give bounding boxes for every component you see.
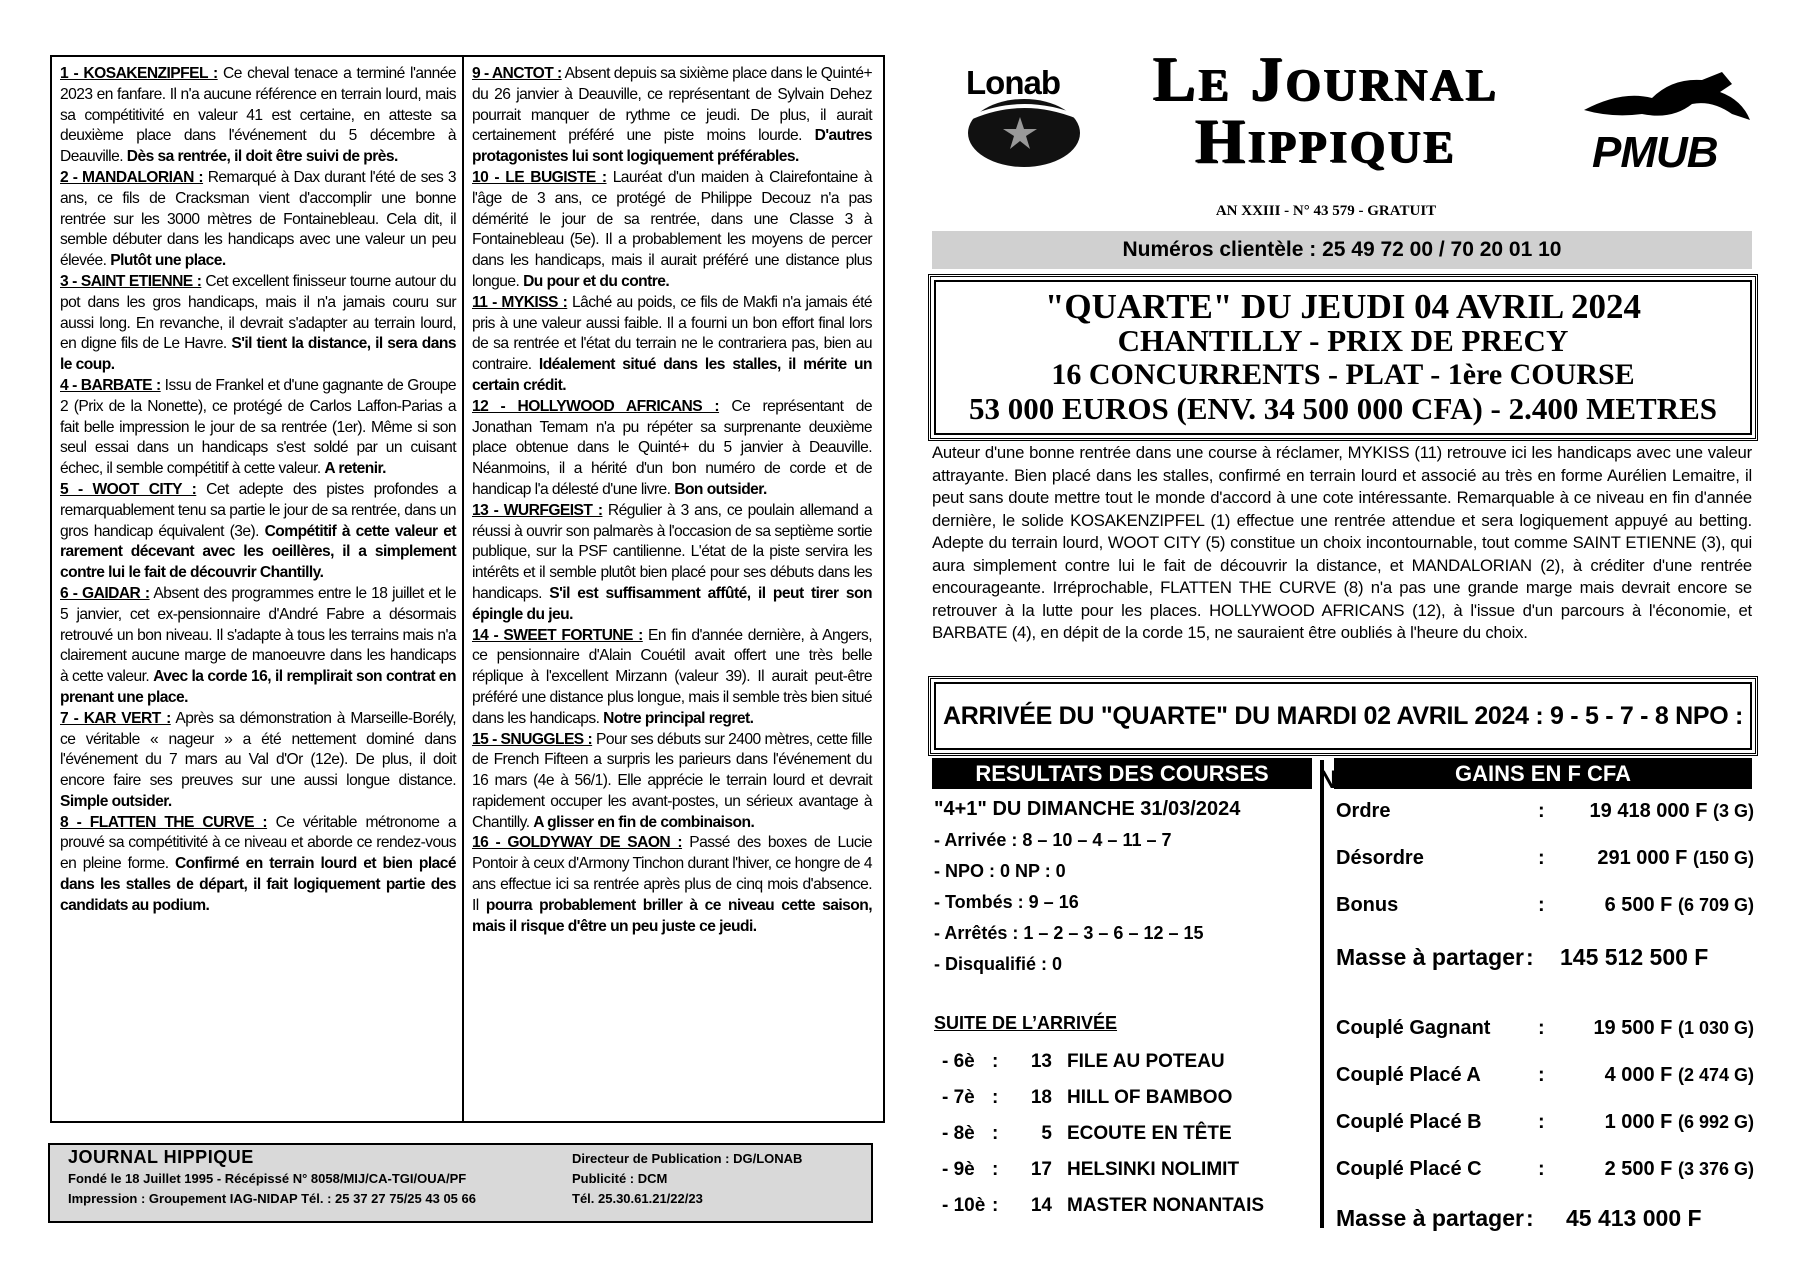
race-title: "QUARTE" DU JEUDI 04 AVRIL 2024 bbox=[1044, 287, 1642, 326]
journal-title-line-2: Hippique bbox=[1195, 105, 1457, 176]
entry-11: 11 - MYKISS : Lâché au poids, ce fils de Makfi n'a jamais été pris à une valeur aussi faible. Il a fourni un bon effort final lors de sa rentrée et l'état du terrain ne le contrariera pas, bien au contraire. Idéalement situé dans les stalles, il mérite un certain crédit. bbox=[472, 293, 872, 394]
entry-5: 5 - WOOT CITY : Cet adepte des pistes profondes a remarquablement tenu sa partie le jour de sa rentrée, dans un gros handicap équivalent (3e). Compétitif à cette valeur et rarement décevant avec les oeillères, il a simplement contre lui le fait de découvrir Chantilly. bbox=[60, 480, 456, 582]
suite-row: - 7è : 18 HILL OF BAMBOO bbox=[942, 1087, 1233, 1108]
journal-title-line-1: Le Journal bbox=[1153, 43, 1499, 114]
previous-arrival: ARRIVÉE DU "QUARTE" DU MARDI 02 AVRIL 2024 : 9 - 5 - 7 - 8 NPO : bbox=[934, 682, 1752, 750]
race-venue: CHANTILLY - PRIX DE PRECY bbox=[1117, 323, 1569, 358]
entry-3: 3 - SAINT ETIENNE : Cet excellent finisseur tourne autour du pot dans les gros handicaps, mais il n'a jamais couru sur aussi long. En revanche, il devrait s'adapter au terrain lourd, en digne fils de Le Havre. S'il tient la distance, il sera dans le coup. bbox=[60, 272, 456, 374]
results-line: - Arrêtés : 1 – 2 – 3 – 6 – 12 – 15 bbox=[934, 923, 1204, 943]
entry-9: 9 - ANCTOT : Absent depuis sa sixième place dans le Quinté+ du 26 janvier à Deauville, ce représentant de Sylvain Dehez pourrait manquer de rythme ce jeudi. De plus, il aurait certainement préféré une piste moins lourde. D'autres protagonistes lui sont logiquement préférables. bbox=[472, 65, 873, 166]
publication-footer bbox=[48, 1143, 873, 1223]
pmub-horse-icon bbox=[1582, 70, 1752, 130]
footer-phone: Tél. 25.30.61.21/22/23 bbox=[572, 1191, 703, 1206]
predictions-column-2 bbox=[472, 64, 872, 937]
entry-6: 6 - GAIDAR : Absent des programmes entre le 18 juillet et le 5 janvier, cet ex-pensionnaire d'André Fabre a désormais retrouvé un bon niveau. Il s'adapte à tous les terrains mais n'a clairement aucune marge de manoeuvre dans les handicaps à cette valeur. Avec la corde 16, il remplirait son contrat en prenant une place. bbox=[60, 584, 456, 706]
results-header: RESULTATS DES COURSES bbox=[932, 758, 1312, 789]
entry-7: 7 - KAR VERT : Après sa démonstration à Marseille-Borély, ce véritable « nageur » a été nettement dominé dans l'événement du 7 mars au Val d'Or (12e). De plus, il doit encore faire ses preuves sur une aussi longue distance. Simple outsider. bbox=[60, 709, 457, 810]
footer-printing: Impression : Groupement IAG-NIDAP Tél. : 25 37 27 75/25 43 05 66 bbox=[68, 1191, 476, 1206]
entry-15: 15 - SNUGGLES : Pour ses débuts sur 2400 mètres, cette fille de French Fifteen a surpris les parieurs dans l'événement du 16 mars (4e à 56/1). Elle apprécie le terrain lourd et devrait rapidement occuper les avant-postes, un sérieux avantage à Chantilly. A glisser en fin de combinaison. bbox=[472, 730, 872, 831]
suite-row: - 6è : 13 FILE AU POTEAU bbox=[942, 1051, 1225, 1072]
suite-row: - 8è : 5 ECOUTE EN TÊTE bbox=[942, 1123, 1232, 1144]
entry-14: 14 - SWEET FORTUNE : En fin d'année dernière, à Angers, ce pensionnaire d'Alain Couétil avait offert une très belle réplique à l'excellent Mirzann (valeur 39). Il aurait peut-être préféré une distance plus longue, mais il semble très bien situé dans les handicaps. Notre principal regret. bbox=[472, 626, 872, 727]
race-info-box bbox=[934, 280, 1752, 435]
footer-advertising: Publicité : DCM bbox=[572, 1171, 668, 1186]
customer-numbers: Numéros clientèle : 25 49 72 00 / 70 20 01 10 bbox=[932, 231, 1752, 269]
lonab-wordmark: Lonab bbox=[966, 64, 1060, 101]
entry-8: 8 - FLATTEN THE CURVE : Ce véritable métronome a prouvé sa compétitivité à ce niveau et aborde ce rendez-vous en pleine forme. Confirmé en terrain lourd et bien placé dans les stalles de départ, il fait logiquement partie des candidats au podium. bbox=[60, 813, 456, 914]
race-details: 16 CONCURRENTS - PLAT - 1ère COURSE bbox=[1051, 358, 1635, 391]
column-divider bbox=[462, 55, 464, 1123]
gains-header: GAINS EN F CFA bbox=[1334, 758, 1752, 789]
footer-title: JOURNAL HIPPIQUE bbox=[68, 1147, 254, 1167]
footer-founded: Fondé le 18 Juillet 1995 - Récépissé N° 8058/MIJ/CA-TGI/OUA/PF bbox=[68, 1171, 467, 1186]
race-analysis: Auteur d'une bonne rentrée dans une course à réclamer, MYKISS (11) retrouve ici les handicaps avec une valeur attrayante. Bien placé dans les stalles, confirmé en terrain lourd et associé au très en forme Aurélien Lemaitre, il peut sans doute mettre tout le monde d'accord à une cote intéressante. Remarquable à ce niveau en fin d'année dernière, le solide KOSAKENZIPFEL (1) effectue une rentrée attendue et sera logiquement appuyé au betting. Adepte du terrain lourd, WOOT CITY (5) constitue un choix incontournable, tout comme SAINT ETIENNE (3), qui aura simplement contre lui le fait de découvrir la distance, et MANDALORIAN (2), à créditer d'une rentrée encourageante. Irréprochable, FLATTEN THE CURVE (8) n'a pas une grande marge mais devrait encore se retrouver à la lutte pour les places. HOLLYWOOD AFRICANS (12), à l'issue d'un parcours à l'économie, et BARBATE (4), en dépit de la corde 15, ne sauraient être oubliés à l'heure du choix. bbox=[932, 443, 1752, 642]
entry-2: 2 - MANDALORIAN : Remarqué à Dax durant l'été de ses 3 ans, ce fils de Cracksman vient d'accomplir une bonne rentrée sur les 3000 mètres de Fontainebleau. Cela dit, il semble débuter dans les handicaps avec une valeur un peu élevée. Plutôt une place. bbox=[60, 168, 456, 270]
results-divider bbox=[1320, 760, 1324, 1228]
entry-16: 16 - GOLDYWAY DE SAON : Passé des boxes de Lucie Pontoir à ceux d'Armony Tinchon durant l'hiver, ce hongre de 4 ans effectue ici sa rentrée après plus de cinq mois d'absence. Il pourra probablement briller à ce niveau cette saison, mais il risque d'être un peu juste ce jeudi. bbox=[472, 834, 872, 935]
predictions-column-1 bbox=[60, 64, 456, 917]
entry-4: 4 - BARBATE : Issu de Frankel et d'une gagnante de Groupe 2 (Prix de la Nonette), ce protégé de Carlos Laffon-Parias a fait belle impression le jour de sa rentrée (1er). Même si son seul essai dans un handicaps s'est soldé par un cuisant échec, il semble compétitif à cette valeur. A retenir. bbox=[60, 376, 456, 478]
results-line: - Tombés : 9 – 16 bbox=[934, 892, 1079, 912]
results-line: - NPO : 0 NP : 0 bbox=[934, 861, 1066, 881]
footer-director: Directeur de Publication : DG/LONAB bbox=[572, 1151, 803, 1166]
entry-10: 10 - LE BUGISTE : Lauréat d'un maiden à Clairefontaine à l'âge de 3 ans, ce protégé de Philippe Decouz n'a pas démérité le jour de sa rentrée, dans une Classe 3 à Fontainebleau (5e). Il a probablement les moyens de percer dans les handicaps, mais il aurait préféré une distance plus longue. Du pour et du contre. bbox=[472, 168, 872, 290]
results-line: - Arrivée : 8 – 10 – 4 – 11 – 7 bbox=[934, 830, 1172, 850]
journal-title bbox=[1096, 43, 1556, 176]
issue-number: AN XXIII - N° 43 579 - GRATUIT bbox=[1215, 203, 1437, 219]
race-purse: 53 000 EUROS (ENV. 34 500 000 CFA) - 2.400 METRES bbox=[968, 391, 1718, 426]
suite-title: SUITE DE L’ARRIVÉE bbox=[934, 1013, 1118, 1033]
results-line: - Disqualifié : 0 bbox=[934, 954, 1063, 974]
entry-12: 12 - HOLLYWOOD AFRICANS : Ce représentant de Jonathan Temam n'a pu répéter sa surprenante deuxième place obtenue dans le Quinté+ du 5 janvier à Deauville. Néanmoins, il a hérité d'un bon numéro de corde et de handicap l'a délesté d'une livre. Bon outsider. bbox=[472, 397, 872, 498]
entry-13: 13 - WURFGEIST : Régulier à 3 ans, ce poulain allemand a réussi à ouvrir son palmarès à l'occasion de sa septième sortie publique, sur la PSF cantilienne. L'état de la piste servira les intérêts et il semble plutôt bien placé pour ses débuts dans les handicaps. S'il est suffisamment affûté, il peut tirer son épingle du jeu. bbox=[472, 501, 872, 623]
pmub-wordmark: PMUB bbox=[1592, 128, 1718, 177]
suite-row: - 9è : 17 HELSINKI NOLIMIT bbox=[942, 1159, 1240, 1180]
suite-row: - 10è : 14 MASTER NONANTAIS bbox=[942, 1195, 1265, 1216]
results-race-title: "4+1" DU DIMANCHE 31/03/2024 bbox=[934, 798, 1241, 820]
entry-1: 1 - KOSAKENZIPFEL : Ce cheval tenace a terminé l'année 2023 en fanfare. Il n'a aucune référence en terrain lourd, mais sa compétitivité en valeur 41 est certaine, en atteste sa deuxième place dans l'événement du 5 décembre à Deauville. Dès sa rentrée, il doit être suivi de près. bbox=[60, 65, 456, 166]
